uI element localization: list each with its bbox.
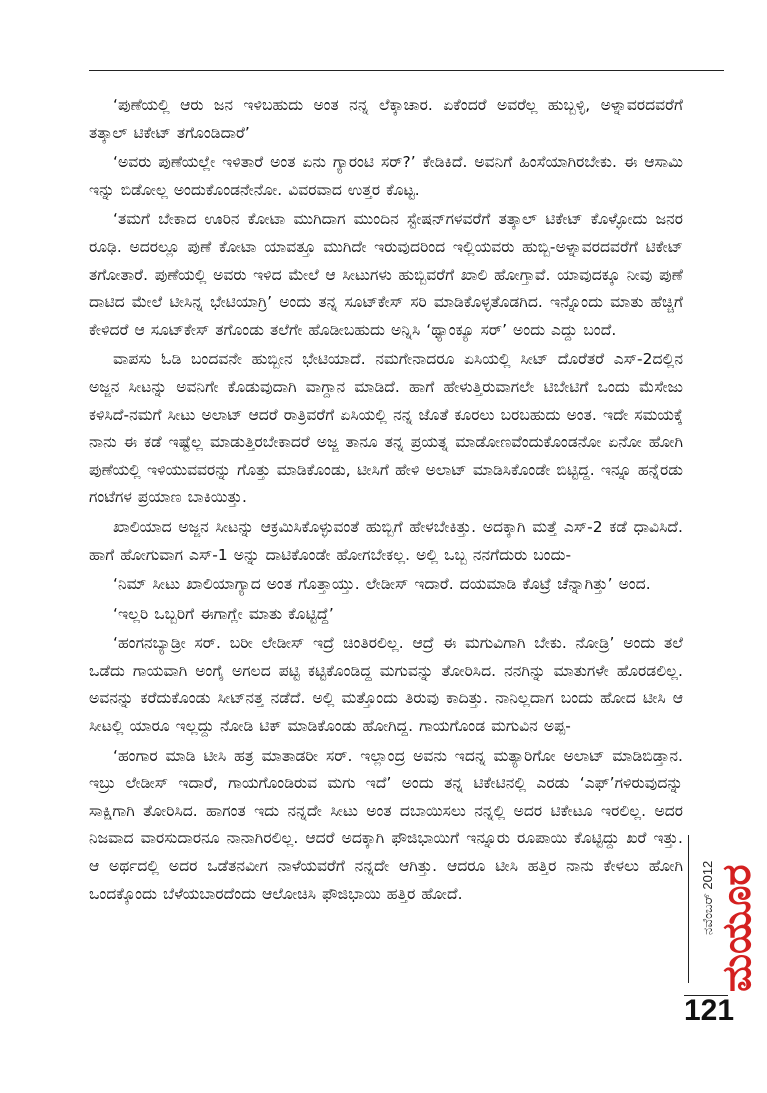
paragraph: ‘ಇಲ್ಲರಿ ಒಬ್ಬರಿಗೆ ಈಗಾಗ್ಲೇ ಮಾತು ಕೊಟ್ಟಿದ್ದೆ’ bbox=[113, 604, 334, 623]
top-rule bbox=[89, 70, 724, 71]
paragraph: ‘ಪುಣೆಯಲ್ಲಿ ಆರು ಜನ ಇಳಿಬಹುದು ಅಂತ ನನ್ನ ಲೆಕ್ಕಾಚಾರ. ಏಕೆಂದರೆ ಅವರೆಲ್ಲ ಹುಬ್ಬಳ್ಳಿ, ಅಳ್ನಾವರದವರೆಗೆ ತತ್ಕಾಲ್ ಟಿಕೇಟ್ ತಗೊಂಡಿದಾರೆ’ bbox=[89, 96, 683, 142]
paragraph: ‘ಅವರು ಪುಣೆಯಲ್ಲೇ ಇಳಿತಾರೆ ಅಂತ ಏನು ಗ್ಯಾರಂಟಿ ಸರ್?’ ಕೇಡಿಕಿದೆ. ಅವನಿಗೆ ಹಿಂಸೆಯಾಗಿರಬೇಕು. ಈ ಆಸಾಮಿ ಇನ್ನು ಬಿಡೋಲ್ಲ ಅಂದುಕೊಂಡನೇನೋ. ವಿವರವಾದ ಉತ್ತರ ಕೊಟ್ಟ. bbox=[89, 153, 683, 199]
paragraph: ‘ನಿಮ್ ಸೀಟು ಖಾಲಿಯಾಗ್ಯಾದ ಅಂತ ಗೊತ್ತಾಯ್ತು. ಲೇಡೀಸ್ ಇದಾರೆ. ದಯಮಾಡಿ ಕೊಟ್ರೆ ಚೆನ್ನಾಗಿತ್ತು’ ಅಂದ. bbox=[113, 575, 651, 594]
paragraph: ಖಾಲಿಯಾದ ಅಜ್ಜನ ಸೀಟನ್ನು ಆಕ್ರಮಿಸಿಕೊಳ್ಳುವಂತೆ ಹುಬ್ಬಿಗೆ ಹೇಳಬೇಕಿತ್ತು. ಅದಕ್ಕಾಗಿ ಮತ್ತೆ ಎಸ್-2 ಕಡೆ ಧಾವಿಸಿದೆ. ಹಾಗೆ ಹೋಗುವಾಗ ಎಸ್-1 ಅನ್ನು ದಾಟಿಕೊಂಡೇ ಹೋಗಬೇಕಲ್ಲ. ಅಲ್ಲಿ ಒಬ್ಬ ನನಗೆದುರು ಬಂದು- bbox=[89, 517, 683, 564]
paragraph: ‘ಹಂಗಾರ ಮಾಡಿ ಟೀಸಿ ಹತ್ರ ಮಾತಾಡರೀ ಸರ್. ಇಲ್ಲಾಂದ್ರ ಅವನು ಇದನ್ನ ಮತ್ಯಾರಿಗೋ ಅಲಾಟ್ ಮಾಡಿಬಿಡ್ತಾನ. ಇಬ್ರು ಲೇಡೀಸ್ ಇದಾರೆ, ಗಾಯಗೊಂಡಿರುವ ಮಗು ಇದೆ’ ಅಂದು ತನ್ನ ಟಿಕೇಟಿನಲ್ಲಿ ಎರಡು ‘ಎಫ್’ಗಳಿರುವುದನ್ನು ಸಾಕ್ಷಿಗಾಗಿ ತೋರಿಸಿದ. ಹಾಗಂತ ಇದು ನನ್ನದೇ ಸೀಟು ಅಂತ ದಬಾಯಿಸಲು ನನ್ನಲ್ಲಿ ಅದರ ಟಿಕೇಟೂ ಇರಲಿಲ್ಲ. ಅದರ ನಿಜವಾದ ವಾರಸುದಾರನೂ ನಾನಾಗಿರಲಿಲ್ಲ. ಆದರೆ ಅದಕ್ಕಾಗಿ ಫೌಜಿಭಾಯಿಗೆ ಇನ್ನೂರು ರೂಪಾಯಿ ಕೊಟ್ಟಿದ್ದು ಖರೆ ಇತ್ತು. ಆ ಅರ್ಥದಲ್ಲಿ ಅದರ ಒಡೆತನವೀಗ ನಾಳೆಯವರೆಗೆ ನನ್ನದೇ ಆಗಿತ್ತು. ಆದರೂ ಟೀಸಿ ಹತ್ತಿರ ನಾನು ಕೇಳಲು ಹೋಗಿ ಒಂದಕ್ಕೊಂದು ಬೆಳೆಯಬಾರದೆಂದು ಆಲೋಚಿಸಿ ಫೌಜಿಭಾಯಿ ಹತ್ತಿರ ಹೋದೆ. bbox=[89, 746, 683, 903]
paragraph: ವಾಪಸು ಓಡಿ ಬಂದವನೇ ಹುಬ್ಬೀನ ಭೇಟಿಯಾದೆ. ನಮಗೇನಾದರೂ ಏಸಿಯಲ್ಲಿ ಸೀಟ್ ದೊರೆತರೆ ಎಸ್-2ದಲ್ಲಿನ ಅಜ್ಜನ ಸೀಟನ್ನು ಅವನಿಗೇ ಕೊಡುವುದಾಗಿ ವಾಗ್ದಾನ ಮಾಡಿದೆ. ಹಾಗೆ ಹೇಳುತ್ತಿರುವಾಗಲೇ ಟಿಬೇಟಿಗೆ ಒಂದು ಮೆಸೇಜು ಕಳಿಸಿದೆ-ನಮಗೆ ಸೀಟು ಅಲಾಟ್ ಆದರೆ ರಾತ್ರಿವರೆಗೆ ಏಸಿಯಲ್ಲಿ ನನ್ನ ಜೊತೆ ಕೂರಲು ಬರಬಹುದು ಅಂತ. ಇದೇ ಸಮಯಕ್ಕೆ ನಾನು ಈ ಕಡೆ ಇಷ್ಟೆಲ್ಲ ಮಾಡುತ್ತಿರಬೇಕಾದರೆ ಅಜ್ಜ ತಾನೂ ತನ್ನ ಪ್ರಯತ್ನ ಮಾಡೋಣವೆಂದುಕೊಂಡನೋ ಏನೋ ಹೋಗಿ ಪುಣೆಯಲ್ಲಿ ಇಳಿಯುವವರನ್ನು ಗೊತ್ತು ಮಾಡಿಕೊಂಡು, ಟೀಸಿಗೆ ಹೇಳಿ ಅಲಾಟ್ ಮಾಡಿಸಿಕೊಂಡೇ ಬಿಟ್ಟಿದ್ದ. ಇನ್ನೂ ಹನ್ನೆರಡು ಗಂಟೆಗಳ ಪ್ರಯಾಣ ಬಾಕಿಯಿತ್ತು. bbox=[89, 350, 683, 507]
sidebar-divider bbox=[688, 835, 689, 983]
page-number: 121 bbox=[684, 994, 735, 1027]
magazine-logo: ಮಯೂರ bbox=[714, 864, 760, 992]
issue-date: ನವೆಂಬರ್ 2012 bbox=[700, 860, 715, 935]
article-body bbox=[89, 92, 683, 910]
paragraph: ‘ಹಂಗನಬ್ಯಾಡ್ರೀ ಸರ್. ಬರೀ ಲೇಡೀಸ್ ಇದ್ರೆ ಚಿಂತಿರಲಿಲ್ಲ. ಆದ್ರೆ ಈ ಮಗುವಿಗಾಗಿ ಬೇಕು. ನೋಡ್ರಿ’ ಅಂದು ತಲೆ ಒಡೆದು ಗಾಯವಾಗಿ ಅಂಗೈ ಅಗಲದ ಪಟ್ಟಿ ಕಟ್ಟಿಕೊಂಡಿದ್ದ ಮಗುವನ್ನು ತೋರಿಸಿದ. ನನಗಿನ್ನು ಮಾತುಗಳೇ ಹೊರಡಲಿಲ್ಲ. ಅವನನ್ನು ಕರೆದುಕೊಂಡು ಸೀಟ್‌ನತ್ತ ನಡೆದೆ. ಅಲ್ಲಿ ಮತ್ತೊಂದು ತಿರುವು ಕಾದಿತ್ತು. ನಾನಿಲ್ಲದಾಗ ಬಂದು ಹೋದ ಟೀಸಿ ಆ ಸೀಟಲ್ಲಿ ಯಾರೂ ಇಲ್ಲದ್ದು ನೋಡಿ ಟಿಕ್ ಮಾಡಿಕೊಂಡು ಹೋಗಿದ್ದ. ಗಾಯಗೊಂಡ ಮಗುವಿನ ಅಪ್ಪ- bbox=[89, 634, 683, 736]
paragraph: ‘ತಮಗೆ ಬೇಕಾದ ಊರಿನ ಕೋಟಾ ಮುಗಿದಾಗ ಮುಂದಿನ ಸ್ಟೇಷನ್‌ಗಳವರೆಗೆ ತತ್ಕಾಲ್ ಟಿಕೇಟ್ ಕೊಳ್ಳೋದು ಜನರ ರೂಢಿ. ಅದರಲ್ಲೂ ಪುಣೆ ಕೋಟಾ ಯಾವತ್ತೂ ಮುಗಿದೇ ಇರುವುದರಿಂದ ಇಲ್ಲಿಯವರು ಹುಬ್ಬಿ-ಅಳ್ನಾವರದವರೆಗೆ ಟಿಕೇಟ್ ತಗೋತಾರೆ. ಪುಣೆಯಲ್ಲಿ ಅವರು ಇಳಿದ ಮೇಲೆ ಆ ಸೀಟುಗಳು ಹುಬ್ಬಿವರೆಗೆ ಖಾಲಿ ಹೋಗ್ತಾವೆ. ಯಾವುದಕ್ಕೂ ನೀವು ಪುಣೆ ದಾಟಿದ ಮೇಲೆ ಟೀಸಿನ್ನ ಭೇಟಿಯಾಗ್ರಿ’ ಅಂದು ತನ್ನ ಸೂಟ್‌ಕೇಸ್ ಸರಿ ಮಾಡಿಕೊಳ್ಳತೊಡಗಿದ. ಇನ್ನೊಂದು ಮಾತು ಹೆಚ್ಚಿಗೆ ಕೇಳಿದರೆ ಆ ಸೂಟ್‌ಕೇಸ್ ತಗೊಂಡು ತಲೆಗೇ ಹೊಡೀಬಹುದು ಅನ್ನಿಸಿ ‘ಥ್ಯಾಂಕ್ಯೂ ಸರ್’ ಅಂದು ಎದ್ದು ಬಂದೆ. bbox=[89, 210, 683, 339]
